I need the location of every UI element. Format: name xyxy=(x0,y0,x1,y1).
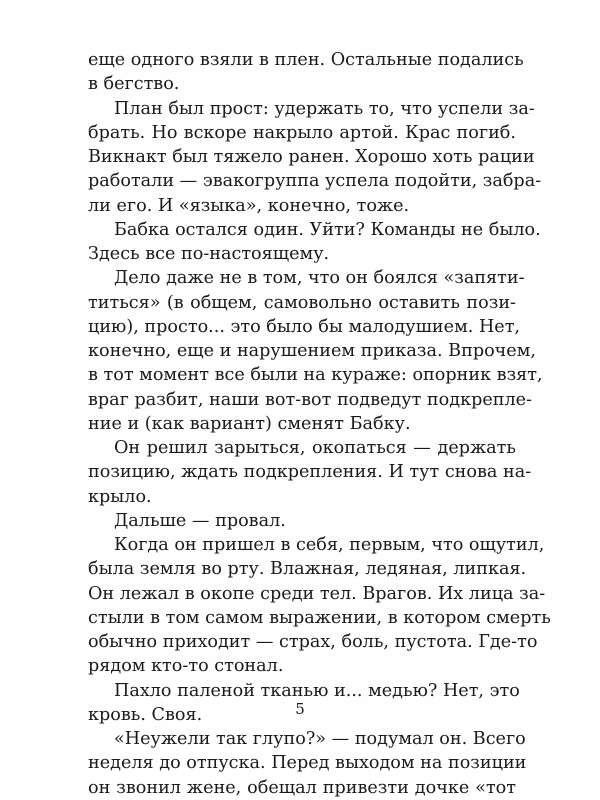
text-line: стыли в том самом выражении, в котором смерть xyxy=(88,607,551,628)
text-line: еще одного взяли в плен. Остальные подались xyxy=(88,50,524,70)
text-line: крыло. xyxy=(88,486,152,507)
text-line: обычно приходит — страх, боль, пустота. Где-то xyxy=(88,632,538,652)
text-line: Викнакт был тяжело ранен. Хорошо хоть рации xyxy=(88,147,535,167)
text-line: Он решил зарыться, окопаться — держать xyxy=(114,438,516,458)
text-line: враг разбит, наши вот-вот подведут подкрепле- xyxy=(88,389,533,410)
text-line: позицию, ждать подкрепления. И тут снова на- xyxy=(88,462,532,483)
text-line: рядом кто-то стонал. xyxy=(88,656,284,677)
text-line: Дальше — провал. xyxy=(114,510,286,531)
text-line: Когда он пришел в себя, первым, что ощутил, xyxy=(114,535,545,555)
text-line: Дело даже не в том, что он боялся «запяти- xyxy=(114,268,525,289)
text-line: План был прост: удержать то, что успели за- xyxy=(114,98,535,119)
page-number: 5 xyxy=(295,700,305,718)
text-line: Здесь все по-настоящему. xyxy=(88,244,330,264)
text-line: Он лежал в окопе среди тел. Врагов. Их лица за- xyxy=(88,583,546,604)
text-line: титься» (в общем, самовольно оставить пози- xyxy=(88,292,516,313)
text-line: брать. Но вскоре накрыло артой. Крас погиб. xyxy=(88,122,516,143)
page-text xyxy=(88,48,551,800)
text-line: конечно, еще и нарушением приказа. Впрочем, xyxy=(88,341,536,361)
text-line: Пахло паленой тканью и... медью? Нет, это xyxy=(114,680,520,701)
text-line: ли его. И «языка», конечно, тоже. xyxy=(88,195,410,216)
text-line: Бабка остался один. Уйти? Команды не было. xyxy=(114,219,541,240)
text-line: работали — эвакогруппа успела подойти, забра- xyxy=(88,171,542,192)
text-line: неделя до отпуска. Перед выходом на позиции xyxy=(88,753,527,774)
text-line: «Неужели так глупо?» — подумал он. Всего xyxy=(114,729,526,749)
text-line: в тот момент все были на кураже: опорник взят, xyxy=(88,365,543,386)
text-line: в бегство. xyxy=(88,74,180,95)
text-line: ние и (как вариант) сменят Бабку. xyxy=(88,413,411,434)
text-line: была земля во рту. Влажная, ледяная, липкая. xyxy=(88,559,527,580)
text-line: цию), просто... это было бы малодушием. Нет, xyxy=(88,316,521,337)
text-line: кровь. Своя. xyxy=(88,704,203,725)
text-line: он звонил жене, обещал привезти дочке «тот xyxy=(88,777,516,798)
